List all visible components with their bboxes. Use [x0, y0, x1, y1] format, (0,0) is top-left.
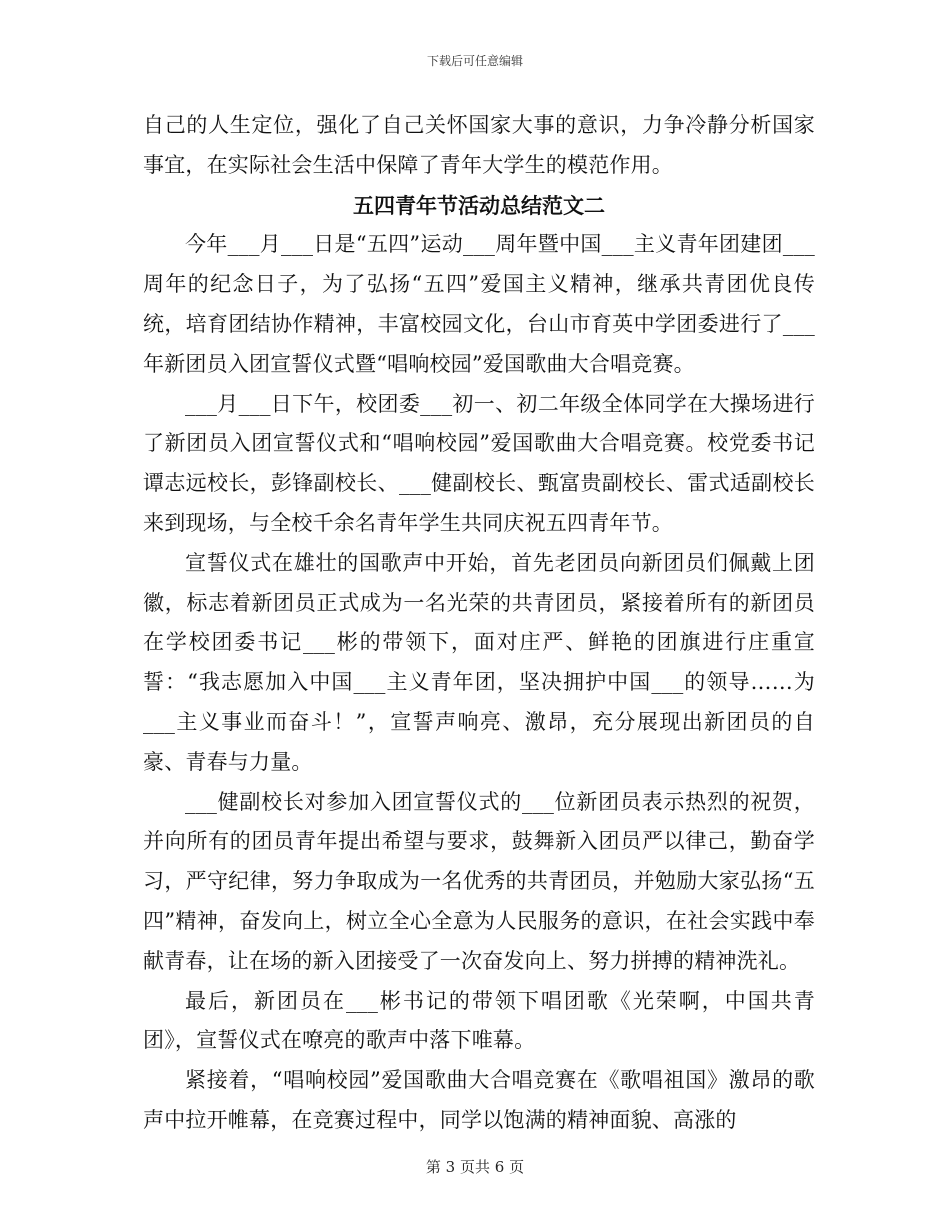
paragraph-1: 今年___月___日是“五四”运动___周年暨中国___主义青年团建团___周年的纪念日子，为了弘扬“五四”爱国主义精神，继承共青团优良传统，培育团结协作精神，丰富校园文化，台山市育英中学团委进行了___年新团员入团宣誓仪式暨“唱响校园”爱国歌曲大合唱竞赛。 — [143, 232, 815, 376]
document-body — [143, 106, 815, 1141]
paragraph-2: ___月___日下午，校团委___初一、初二年级全体同学在大操场进行了新团员入团宣誓仪式和“唱响校园”爱国歌曲大合唱竞赛。校党委书记谭志远校长，彭锋副校长、___健副校长、甄富贵副校长、雷式适副校长来到现场，与全校千余名青年学生共同庆祝五四青年节。 — [143, 391, 815, 535]
page-number: 第 3 页共 6 页 — [425, 1158, 525, 1176]
paragraph-4: ___健副校长对参加入团宣誓仪式的___位新团员表示热烈的祝贺，并向所有的团员青年提出希望与要求，鼓舞新入团员严以律己，勤奋学习，严守纪律，努力争取成为一名优秀的共青团员，并勉励大家弘扬“五四”精神，奋发向上，树立全心全意为人民服务的意识，在社会实践中奉献青春，让在场的新入团接受了一次奋发向上、努力拼搏的精神洗礼。 — [143, 789, 815, 973]
section-title: 五四青年节活动总结范文二 — [353, 192, 605, 218]
paragraph-6: 紧接着，“唱响校园”爱国歌曲大合唱竞赛在《歌唱祖国》激昂的歌声中拉开帷幕，在竞赛过程中，同学以饱满的精神面貌、高涨的 — [143, 1068, 815, 1132]
intro-paragraph: 自己的人生定位，强化了自己关怀国家大事的意识，力争冷静分析国家事宜，在实际社会生活中保障了青年大学生的模范作用。 — [143, 113, 815, 177]
paragraph-3: 宣誓仪式在雄壮的国歌声中开始，首先老团员向新团员们佩戴上团徽，标志着新团员正式成为一名光荣的共青团员，紧接着所有的新团员在学校团委书记___彬的带领下，面对庄严、鲜艳的团旗进行庄重宣誓：“我志愿加入中国___主义青年团，坚决拥护中国___的领导……为___主义事业而奋斗！”，宣誓声响亮、激昂，充分展现出新团员的自豪、青春与力量。 — [143, 550, 815, 774]
paragraph-5: 最后，新团员在___彬书记的带领下唱团歌《光荣啊，中国共青团》，宣誓仪式在嘹亮的歌声中落下唯幕。 — [143, 988, 815, 1053]
page-header: 下载后可任意编辑 — [426, 54, 523, 68]
